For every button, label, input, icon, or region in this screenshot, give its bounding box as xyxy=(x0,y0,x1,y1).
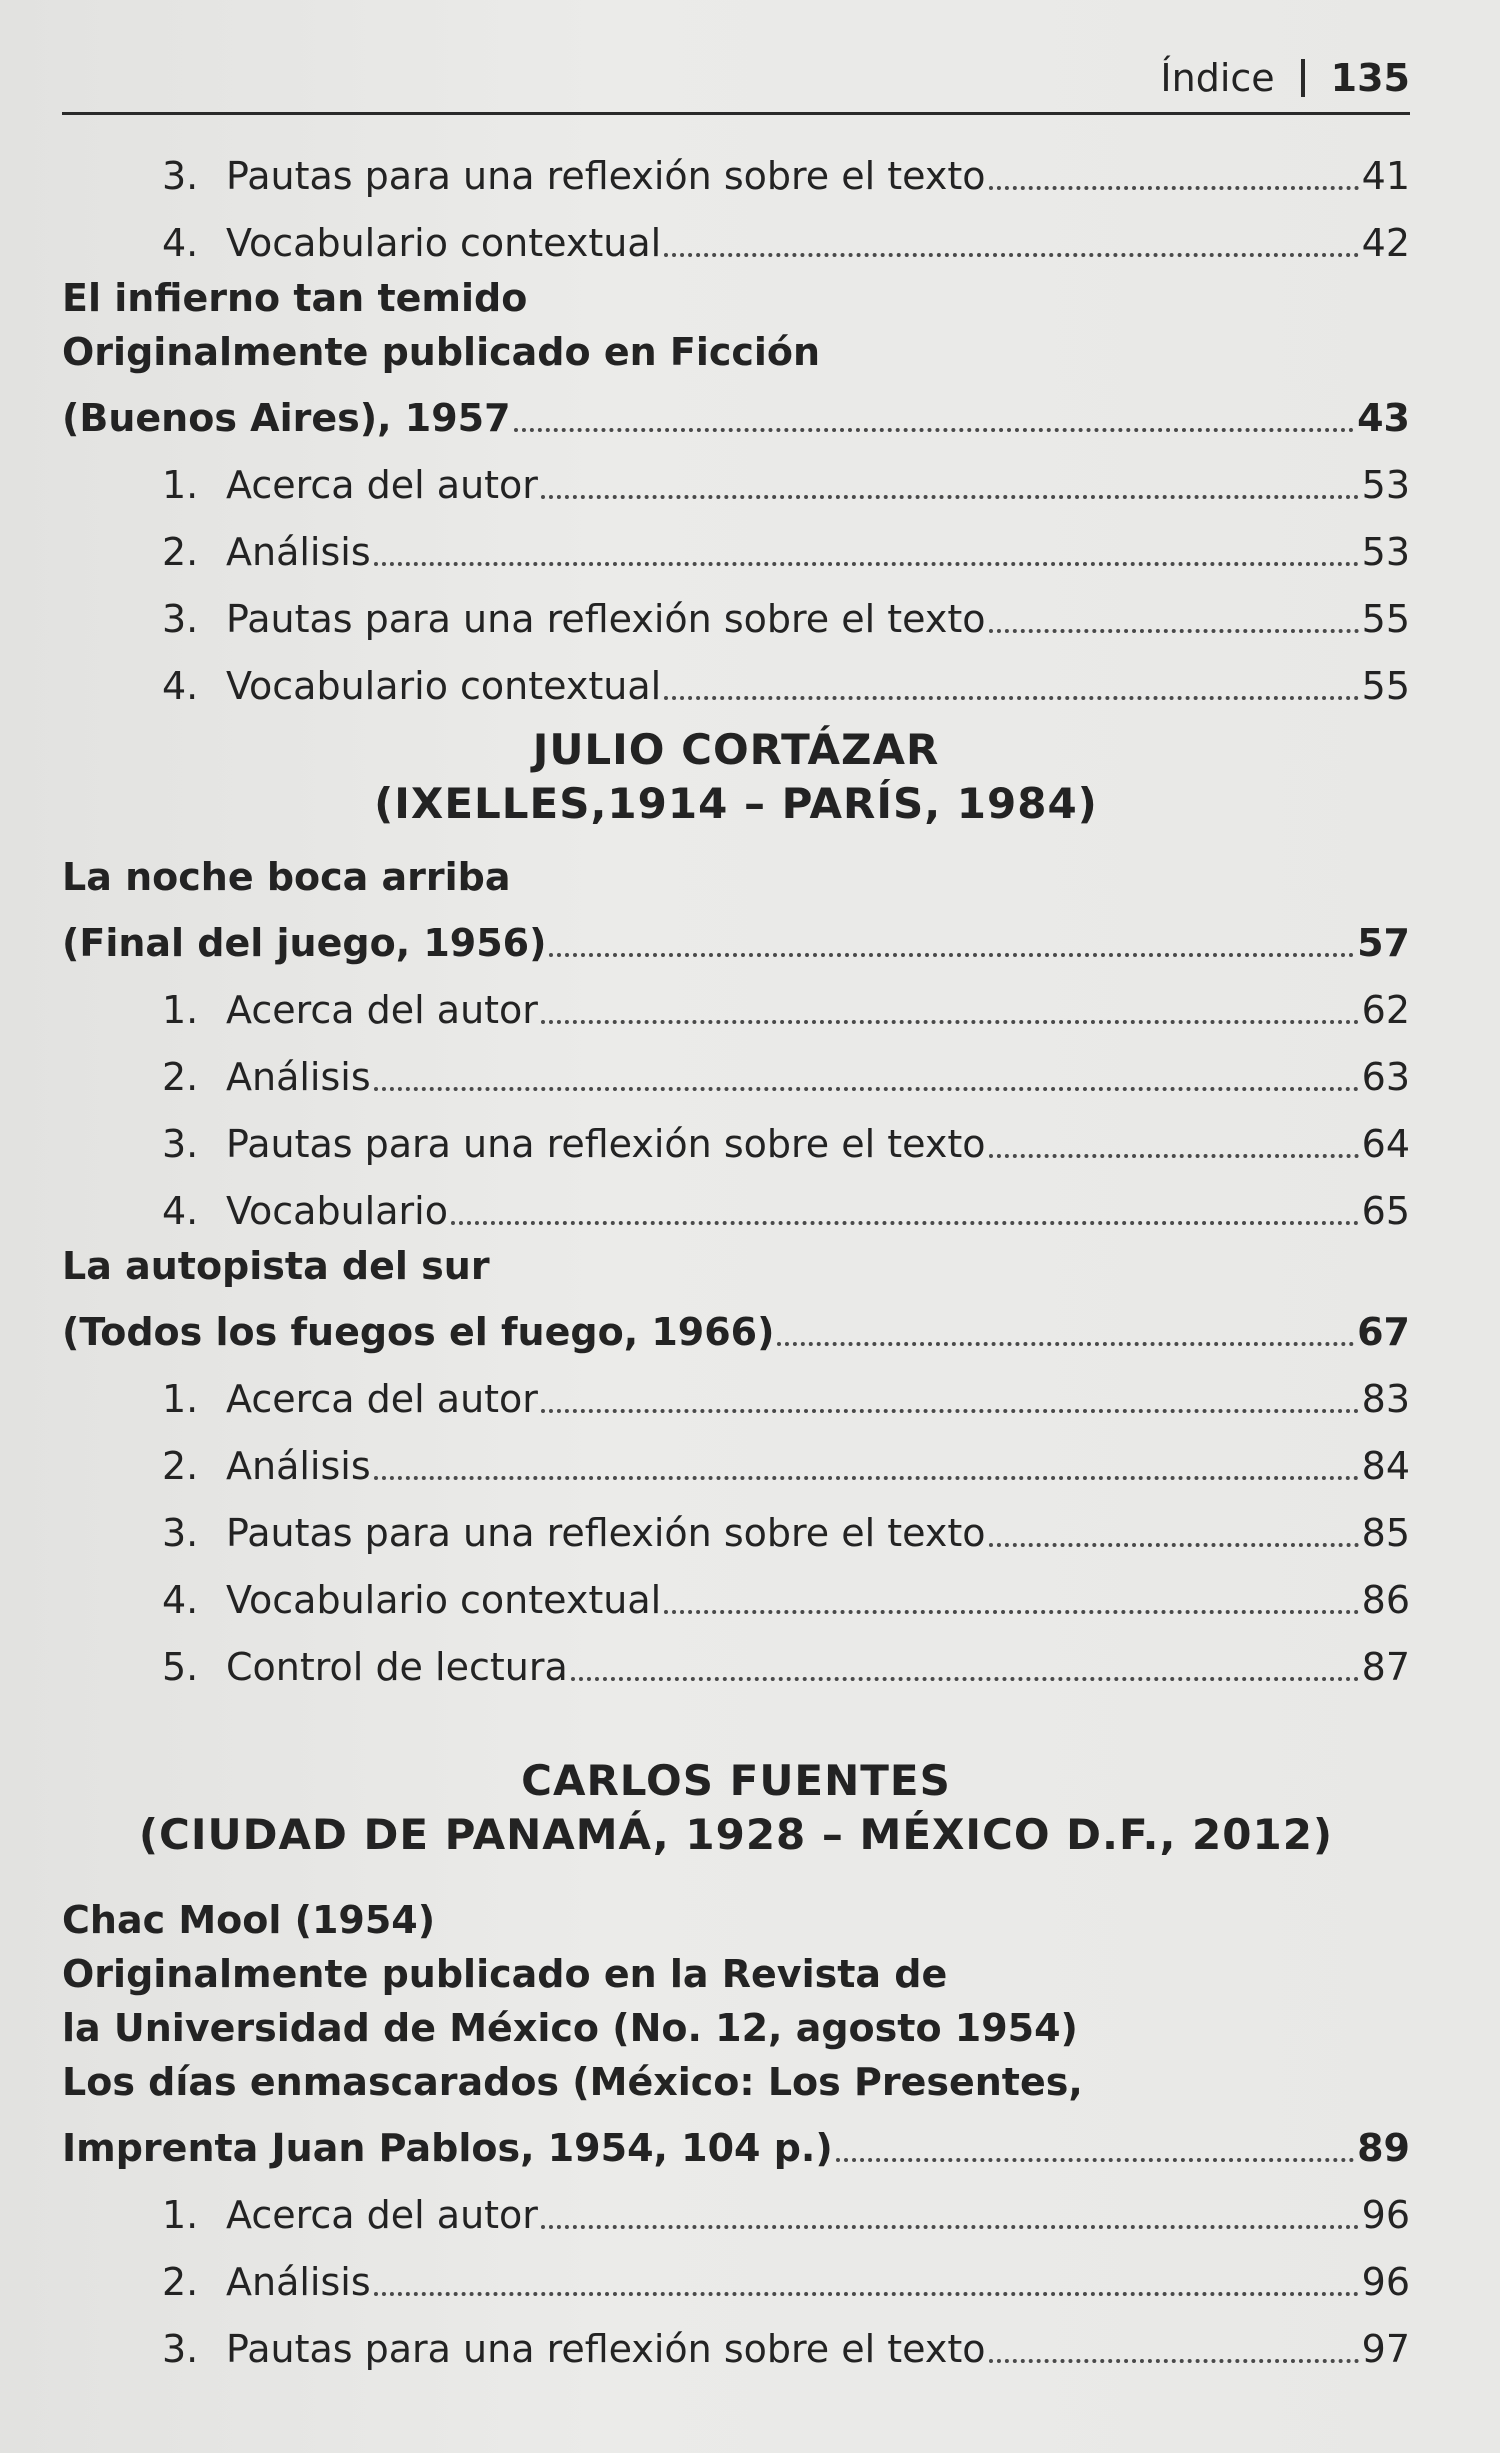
entry-page: 43 xyxy=(1357,396,1410,441)
dot-leader xyxy=(541,2225,1359,2229)
story-title: La autopista del sur xyxy=(62,1244,490,1288)
toc-entry[interactable] xyxy=(62,1355,1410,1422)
dot-leader xyxy=(989,186,1359,190)
dot-leader xyxy=(664,253,1358,257)
dot-leader xyxy=(777,1342,1354,1346)
entry-number: 2. xyxy=(162,1444,199,1489)
entry-title: Pautas para una reflexión sobre el texto xyxy=(226,1122,986,1167)
dot-leader xyxy=(989,1543,1359,1547)
entry-title: Acerca del autor xyxy=(226,1377,538,1422)
entry-page: 96 xyxy=(1361,2260,1410,2305)
entry-title: Acerca del autor xyxy=(226,463,538,508)
story-entry[interactable] xyxy=(62,374,1410,441)
toc-entry[interactable] xyxy=(62,966,1410,1033)
story-subtitle: Los días enmascarados (México: Los Presentes, xyxy=(62,2060,1083,2104)
dot-leader xyxy=(541,1409,1359,1413)
story-entry[interactable] xyxy=(62,2104,1410,2171)
entry-title: Pautas para una reflexión sobre el texto xyxy=(226,597,986,642)
entry-number: 4. xyxy=(162,664,199,709)
entry-title: Vocabulario contextual xyxy=(226,1578,662,1623)
entry-page: 97 xyxy=(1361,2327,1410,2372)
entry-page: 84 xyxy=(1361,1444,1410,1489)
dot-leader xyxy=(549,953,1354,957)
entry-number: 2. xyxy=(162,1055,199,1100)
toc-entry[interactable] xyxy=(62,441,1410,508)
toc-entry[interactable] xyxy=(62,1167,1410,1234)
entry-title: Control de lectura xyxy=(226,1645,568,1690)
story-entry[interactable] xyxy=(62,899,1410,966)
toc-entry[interactable] xyxy=(62,132,1410,199)
author-dates: (CIUDAD DE PANAMÁ, 1928 – MÉXICO D.F., 2012) xyxy=(138,1810,1334,1859)
toc-entry[interactable] xyxy=(62,2171,1410,2238)
entry-title: Análisis xyxy=(226,1055,371,1100)
dot-leader xyxy=(541,1020,1359,1024)
story-source: (Buenos Aires), 1957 xyxy=(62,396,511,441)
entry-number: 3. xyxy=(162,1122,199,1167)
entry-page: 89 xyxy=(1357,2126,1410,2171)
dot-leader xyxy=(989,1154,1359,1158)
dot-leader xyxy=(664,696,1358,700)
toc-entry[interactable] xyxy=(62,1033,1410,1100)
entry-page: 65 xyxy=(1361,1189,1410,1234)
entry-number: 4. xyxy=(162,1578,199,1623)
author-name: CARLOS FUENTES xyxy=(521,1756,951,1805)
story-title: La noche boca arriba xyxy=(62,855,511,899)
toc-entry[interactable] xyxy=(62,1422,1410,1489)
entry-number: 3. xyxy=(162,2327,199,2372)
dot-leader xyxy=(374,562,1359,566)
toc-entry[interactable] xyxy=(62,1556,1410,1623)
story-title: El infierno tan temido xyxy=(62,276,528,320)
story-subtitle: Originalmente publicado en Ficción xyxy=(62,330,821,374)
entry-number: 4. xyxy=(162,221,199,266)
entry-page: 86 xyxy=(1361,1578,1410,1623)
entry-number: 1. xyxy=(162,1377,199,1422)
page-number: 135 xyxy=(1330,56,1410,100)
toc-entry[interactable] xyxy=(62,1489,1410,1556)
toc-entry[interactable] xyxy=(62,1623,1410,1690)
entry-title: Vocabulario contextual xyxy=(226,221,662,266)
dot-leader xyxy=(374,2292,1359,2296)
entry-number: 3. xyxy=(162,1511,199,1556)
story-source: Imprenta Juan Pablos, 1954, 104 p.) xyxy=(62,2126,833,2171)
toc-entry[interactable] xyxy=(62,2305,1410,2372)
entry-page: 53 xyxy=(1361,530,1410,575)
entry-number: 3. xyxy=(162,154,199,199)
toc-entry[interactable] xyxy=(62,575,1410,642)
entry-title: Análisis xyxy=(226,1444,371,1489)
running-header xyxy=(62,52,1410,115)
table-of-contents xyxy=(62,132,1410,2372)
entry-title: Pautas para una reflexión sobre el texto xyxy=(226,1511,986,1556)
entry-title: Pautas para una reflexión sobre el texto xyxy=(226,2327,986,2372)
entry-number: 1. xyxy=(162,463,199,508)
story-source: (Final del juego, 1956) xyxy=(62,921,547,966)
entry-number: 5. xyxy=(162,1645,199,1690)
dot-leader xyxy=(374,1087,1359,1091)
dot-leader xyxy=(514,428,1355,432)
dot-leader xyxy=(989,2359,1359,2363)
dot-leader xyxy=(541,495,1359,499)
story-subtitle: Originalmente publicado en la Revista de xyxy=(62,1952,948,1996)
entry-number: 1. xyxy=(162,2193,199,2238)
story-title: Chac Mool (1954) xyxy=(62,1898,436,1942)
entry-page: 53 xyxy=(1361,463,1410,508)
entry-page: 63 xyxy=(1361,1055,1410,1100)
toc-entry[interactable] xyxy=(62,2238,1410,2305)
entry-title: Acerca del autor xyxy=(226,2193,538,2238)
entry-title: Análisis xyxy=(226,530,371,575)
entry-number: 2. xyxy=(162,2260,199,2305)
entry-number: 3. xyxy=(162,597,199,642)
entry-number: 2. xyxy=(162,530,199,575)
author-name: JULIO CORTÁZAR xyxy=(532,725,940,774)
entry-number: 4. xyxy=(162,1189,199,1234)
entry-page: 64 xyxy=(1361,1122,1410,1167)
entry-title: Acerca del autor xyxy=(226,988,538,1033)
toc-entry[interactable] xyxy=(62,642,1410,709)
entry-page: 57 xyxy=(1357,921,1410,966)
entry-title: Vocabulario xyxy=(226,1189,448,1234)
dot-leader xyxy=(664,1610,1358,1614)
entry-page: 96 xyxy=(1361,2193,1410,2238)
entry-number: 1. xyxy=(162,988,199,1033)
dot-leader xyxy=(374,1476,1359,1480)
story-entry[interactable] xyxy=(62,1288,1410,1355)
author-dates: (IXELLES,1914 – PARÍS, 1984) xyxy=(374,779,1098,828)
dot-leader xyxy=(989,629,1359,633)
header-separator xyxy=(1301,59,1305,97)
entry-page: 67 xyxy=(1357,1310,1410,1355)
entry-page: 55 xyxy=(1361,664,1410,709)
entry-title: Vocabulario contextual xyxy=(226,664,662,709)
entry-page: 62 xyxy=(1361,988,1410,1033)
toc-entry[interactable] xyxy=(62,1100,1410,1167)
header-label: Índice xyxy=(1160,56,1275,100)
dot-leader xyxy=(571,1677,1359,1681)
entry-page: 55 xyxy=(1361,597,1410,642)
toc-entry[interactable] xyxy=(62,199,1410,266)
entry-title: Pautas para una reflexión sobre el texto xyxy=(226,154,986,199)
toc-entry[interactable] xyxy=(62,508,1410,575)
entry-page: 85 xyxy=(1361,1511,1410,1556)
dot-leader xyxy=(451,1221,1359,1225)
entry-page: 87 xyxy=(1361,1645,1410,1690)
dot-leader xyxy=(836,2158,1354,2162)
entry-page: 83 xyxy=(1361,1377,1410,1422)
entry-title: Análisis xyxy=(226,2260,371,2305)
entry-page: 41 xyxy=(1361,154,1410,199)
entry-page: 42 xyxy=(1361,221,1410,266)
story-subtitle: la Universidad de México (No. 12, agosto 1954) xyxy=(62,2006,1078,2050)
story-source: (Todos los fuegos el fuego, 1966) xyxy=(62,1310,775,1355)
